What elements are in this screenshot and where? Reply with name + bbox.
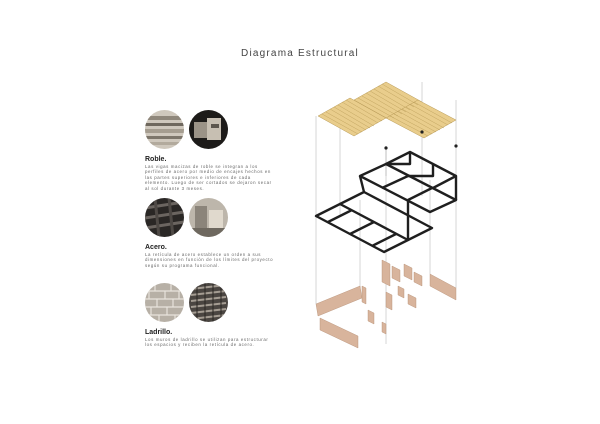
oak-photos: [145, 110, 285, 152]
page-title: Diagrama Estructural: [241, 48, 359, 59]
steel-photo-beams: [145, 198, 184, 237]
oak-photo-planks: [145, 110, 184, 149]
material-steel: [145, 198, 285, 268]
brick-photo-wall: [145, 283, 184, 322]
material-brick: [145, 283, 285, 348]
steel-photos: [145, 198, 285, 240]
steel-photo-detail: [189, 198, 228, 237]
brick-photos: [145, 283, 285, 325]
material-name: Acero.: [145, 244, 167, 251]
oak-roof-layer: [318, 82, 458, 150]
material-description: Las vigas macizas de roble se integran a los perfiles de acero por medio de encajes hechos en las partes superiores e inferiores de cada elemento. Luego de ser cortados se dejaron secar al sol durante 3 meses.: [145, 164, 272, 191]
material-description: Los muros de ladrillo se utilizan para estructurar los espacios y reciben la retícula de acero.: [145, 337, 269, 348]
material-description: La retícula de acero establece un orden a sus dimensiones en función de los límites del proyecto según su programa funcional.: [145, 252, 274, 268]
exploded-structure-diagram: [290, 60, 470, 360]
oak-photo-joint: [189, 110, 228, 149]
material-name: Roble.: [145, 156, 167, 163]
material-oak: [145, 110, 285, 191]
brick-photo-stack: [189, 283, 228, 322]
material-name: Ladrillo.: [145, 329, 173, 336]
